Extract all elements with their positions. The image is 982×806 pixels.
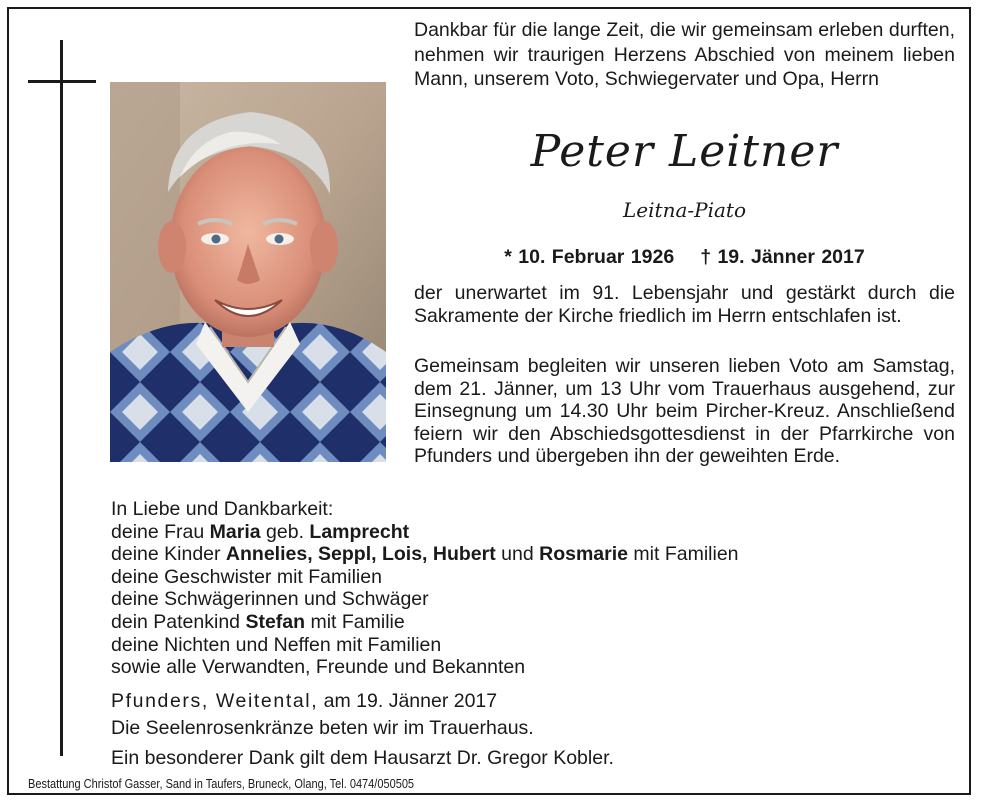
mourners-heading: In Liebe und Dankbarkeit: xyxy=(111,498,334,520)
cross-horizontal-bar xyxy=(28,80,96,83)
life-dates xyxy=(414,245,955,269)
mourner-others: sowie alle Verwandten, Freunde und Bekannten xyxy=(111,656,526,679)
portrait-photo xyxy=(110,82,386,462)
deceased-name: Peter Leitner xyxy=(530,126,839,177)
cross-vertical-bar xyxy=(60,40,63,756)
rosary-note: Die Seelenrosenkränze beten wir im Trauerhaus. xyxy=(111,717,534,739)
mourner-siblings: deine Geschwister mit Familien xyxy=(111,565,382,588)
mourner-wife: deine Frau Maria geb. Lamprecht xyxy=(111,520,410,543)
intro-text: Dankbar für die lange Zeit, die wir gemeinsam erleben durften, nehmen wir traurigen Herzens Abschied von meinem lieben Mann, unserem Voto, Schwiegervater und Opa, Herrn xyxy=(414,19,955,90)
mourners-list xyxy=(111,498,955,679)
mourner-nieces: deine Nichten und Neffen mit Familien xyxy=(111,633,442,656)
mourner-godchild: dein Patenkind Stefan mit Familie xyxy=(111,610,405,633)
house-name: Leitna-Piato xyxy=(623,198,746,222)
mourner-in-laws: deine Schwägerinnen und Schwäger xyxy=(111,588,429,611)
funeral-home-credit: Bestattung Christof Gasser, Sand in Taufers, Bruneck, Olang, Tel. 0474/050505 xyxy=(28,777,415,791)
mourner-children: deine Kinder Annelies, Seppl, Lois, Hubert und Rosmarie mit Familien xyxy=(111,543,739,566)
place-and-date: Pfunders, Weitental, am 19. Jänner 2017 xyxy=(111,690,498,712)
passing-text: der unerwartet im 91. Lebensjahr und gestärkt durch die Sakramente der Kirche friedlich im Herrn entschlafen ist. xyxy=(414,282,955,327)
birth-date: * 10. Februar 1926 xyxy=(504,246,675,268)
funeral-details: Gemeinsam begleiten wir unseren lieben Voto am Samstag, dem 21. Jänner, um 13 Uhr vom Trauerhaus ausgehend, zur Einsegnung um 14.30 Uhr beim Pircher-Kreuz. Anschließend feiern wir den Abschiedsgottesdienst in der Pfarrkirche von Pfunders und übergeben ihn der geweihten Erde. xyxy=(414,355,955,467)
thanks-note: Ein besonderer Dank gilt dem Hausarzt Dr. Gregor Kobler. xyxy=(111,747,614,769)
death-date: † 19. Jänner 2017 xyxy=(700,246,865,268)
